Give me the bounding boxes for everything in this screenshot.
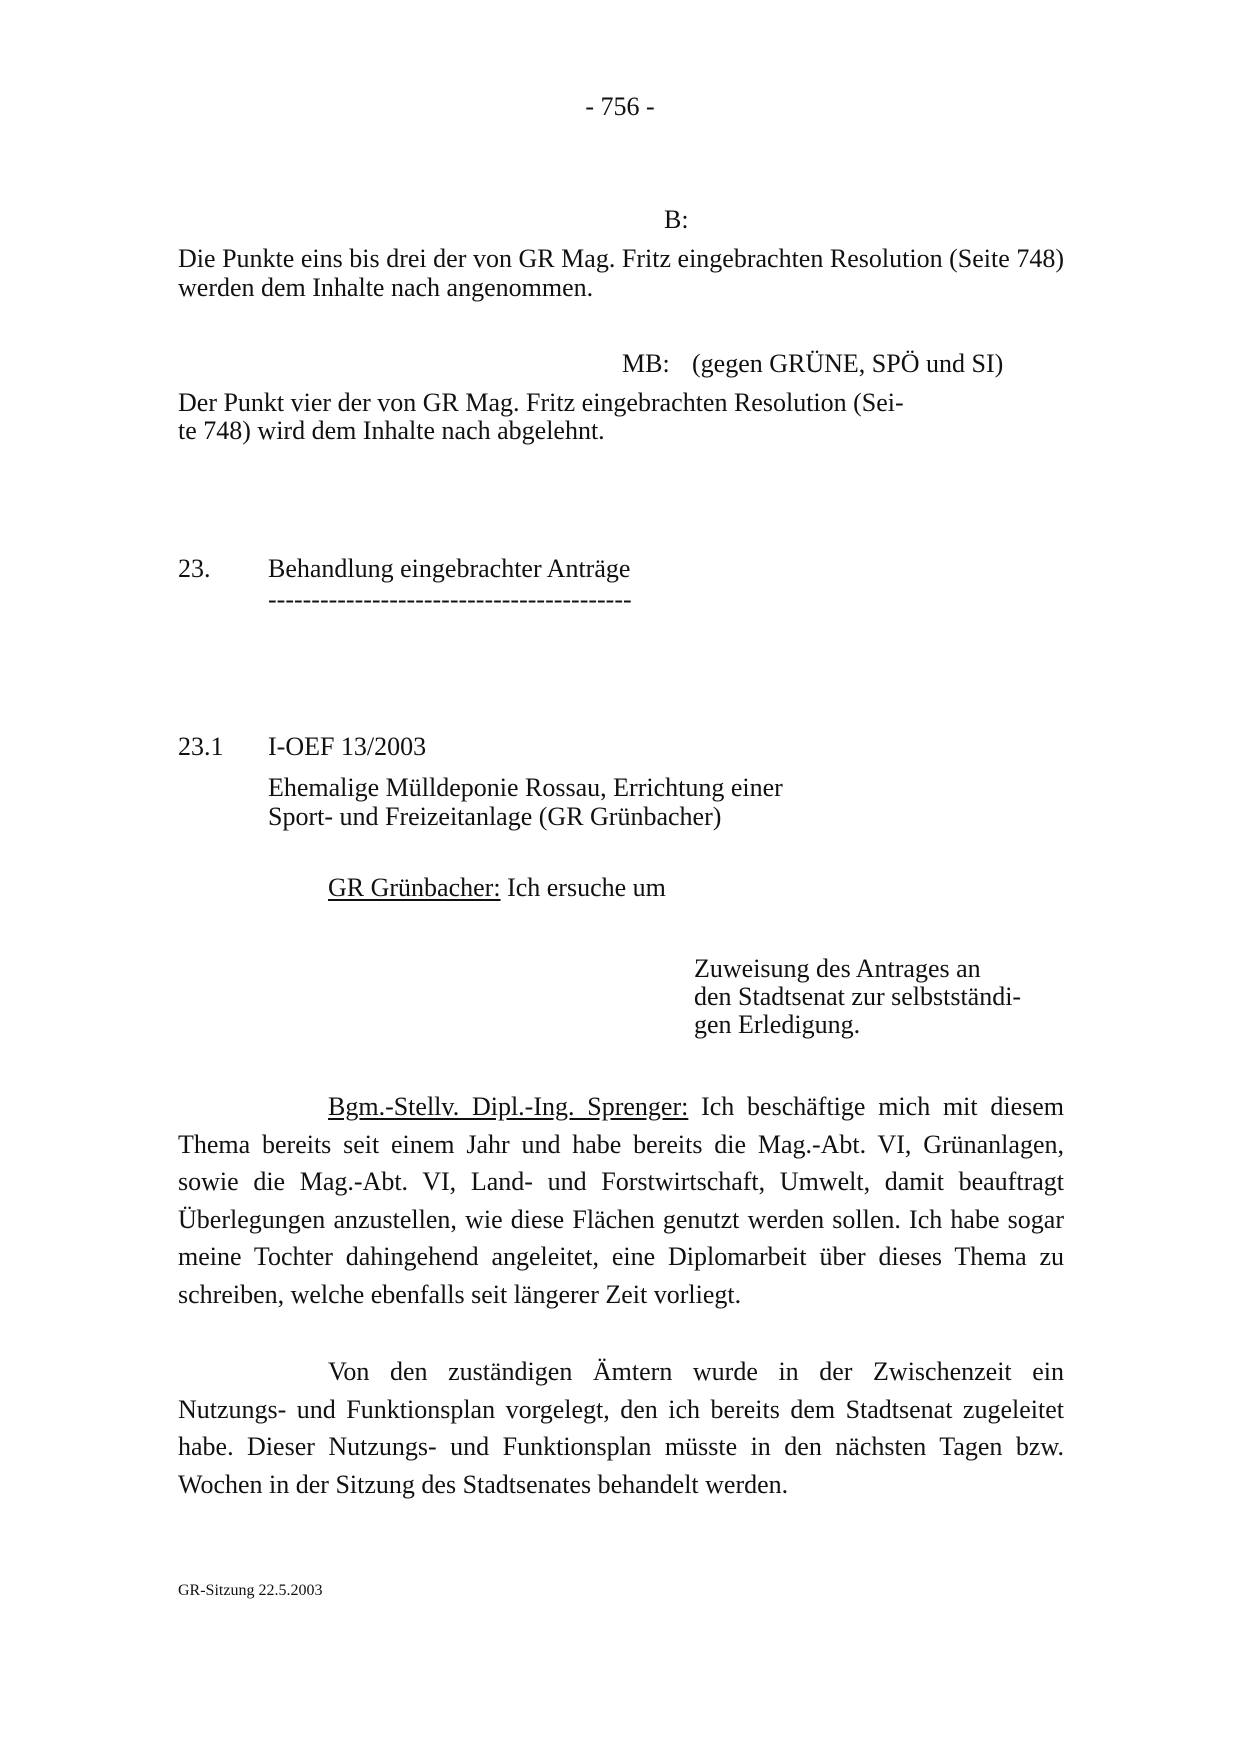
item-subject-line1: Ehemalige Mülldeponie Rossau, Errichtung einer [268,773,783,802]
request-line2: den Stadtsenat zur selbstständi- [694,982,1022,1011]
speaker-1 [328,873,666,902]
speaker-2-name: Bgm.-Stellv. Dipl.-Ing. Sprenger: [328,1092,689,1121]
speaker-1-text: Ich ersuche um [507,873,666,902]
speaker-2-text: Ich beschäftige mich mit diesem Thema bereits seit einem Jahr und habe bereits die Mag.-Abt. VI, Grünanlagen, sowie die Mag.-Abt. VI, Land- und Forstwirtschaft, Umwelt, damit beauftragt Überlegungen anzustellen, wie diese Flächen genutzt werden sollen. Ich habe sogar meine Tochter dahingehend angeleitet, eine Diplomarbeit über dieses Thema zu schreiben, welche ebenfalls seit längerer Zeit vorliegt. [178,1092,1065,1309]
request-line3: gen Erledigung. [694,1010,861,1039]
section-title: Behandlung eingebrachter Anträge [268,554,631,583]
item-code: I-OEF 13/2003 [268,732,427,761]
page-number: - 756 - [585,92,655,121]
resolution-mb-note: (gegen GRÜNE, SPÖ und SI) [692,349,1004,378]
resolution-b-text: Die Punkte eins bis drei der von GR Mag. Fritz eingebrachten Resolution (Seite 748) werden dem Inhalte nach angenommen. [178,244,1064,302]
section-rule: ------------------------------------------ [268,585,632,614]
item-subject-line2: Sport- und Freizeitanlage (GR Grünbacher) [268,802,722,831]
speaker-2-paragraph [178,1088,1064,1313]
resolution-mb-line1: Der Punkt vier der von GR Mag. Fritz eingebrachten Resolution (Sei- [178,388,904,417]
speaker-1-name: GR Grünbacher: [328,873,501,902]
item-number: 23.1 [178,732,224,761]
resolution-b-label: B: [664,205,689,234]
section-number: 23. [178,554,211,583]
request-line1: Zuweisung des Antrages an [694,954,981,983]
resolution-mb-line2: te 748) wird dem Inhalte nach abgelehnt. [178,416,605,445]
resolution-mb-label: MB: [622,349,670,378]
speaker-2-paragraph-2: Von den zuständigen Ämtern wurde in der Zwischenzeit ein Nutzungs- und Funktionsplan vorgelegt, den ich bereits dem Stadtsenat zugeleitet habe. Dieser Nutzungs- und Funktionsplan müsste in den nächsten Tagen bzw. Wochen in der Sitzung des Stadtsenates behandelt werden. [178,1357,1064,1499]
footer: GR-Sitzung 22.5.2003 [178,1582,323,1599]
